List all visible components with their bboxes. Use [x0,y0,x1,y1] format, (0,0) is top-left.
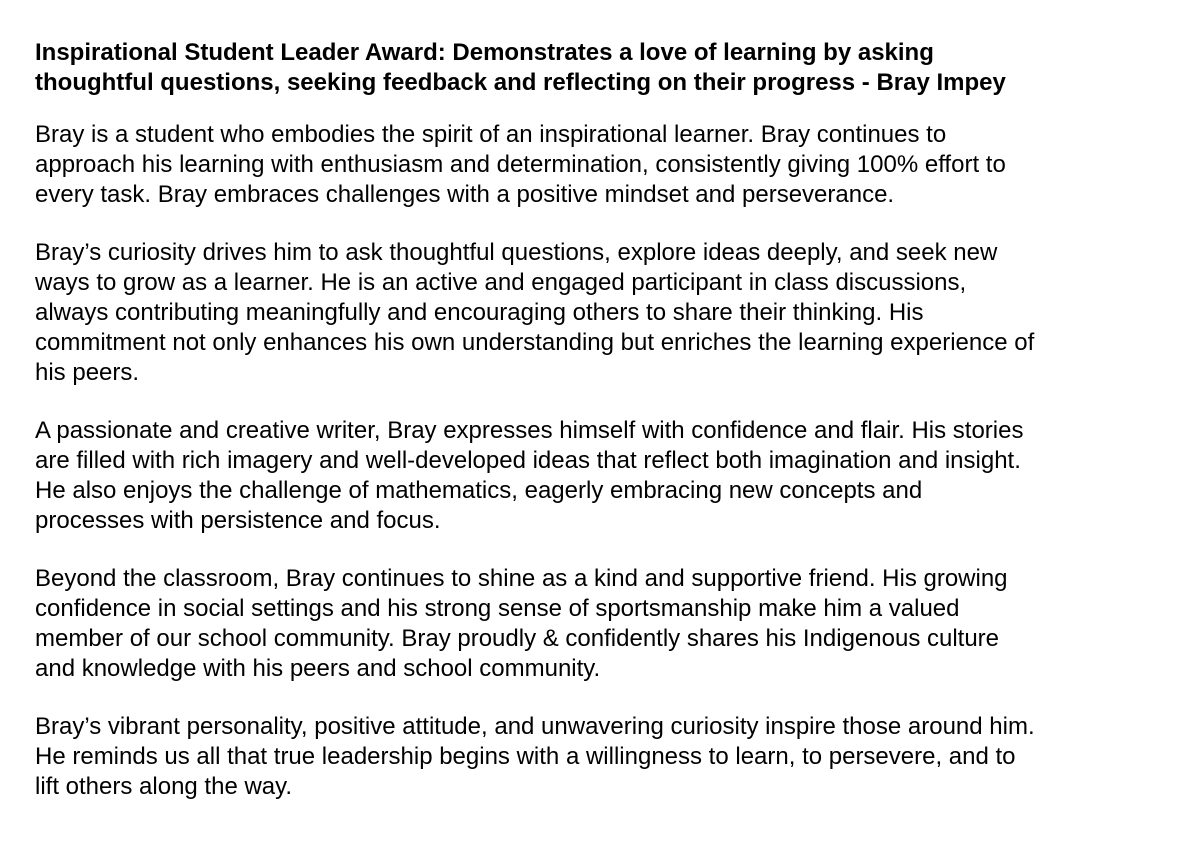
paragraph-line: He also enjoys the challenge of mathematics, eagerly embracing new concepts and [35,477,923,504]
document-page [35,38,1175,830]
paragraph-line: A passionate and creative writer, Bray expresses himself with confidence and flair. His stories [35,417,1024,444]
paragraph-line: commitment not only enhances his own understanding but enriches the learning experience of [35,329,1035,356]
paragraph-line: lift others along the way. [35,773,293,800]
paragraph-introduction [35,120,1175,210]
paragraph-line: always contributing meaningfully and encouraging others to share their thinking. His [35,299,924,326]
paragraph-line: approach his learning with enthusiasm and determination, consistently giving 100% effort to [35,151,1006,178]
paragraph-line: Bray’s vibrant personality, positive attitude, and unwavering curiosity inspire those around him. [35,713,1035,740]
paragraph-curiosity [35,238,1175,388]
award-title [35,38,1175,98]
paragraph-line: ways to grow as a learner. He is an active and engaged participant in class discussions, [35,269,967,296]
paragraph-line: processes with persistence and focus. [35,507,441,534]
title-line: thoughtful questions, seeking feedback and reflecting on their progress - Bray Impey [35,69,1006,96]
paragraph-community [35,564,1175,684]
paragraph-line: every task. Bray embraces challenges with a positive mindset and perseverance. [35,181,895,208]
paragraph-line: are filled with rich imagery and well-developed ideas that reflect both imagination and insight. [35,447,1021,474]
paragraph-line: He reminds us all that true leadership begins with a willingness to learn, to persevere, and to [35,743,1016,770]
paragraph-conclusion [35,712,1175,802]
paragraph-writer [35,416,1175,536]
paragraph-line: member of our school community. Bray proudly & confidently shares his Indigenous culture [35,625,1000,652]
paragraph-line: Bray is a student who embodies the spirit of an inspirational learner. Bray continues to [35,121,947,148]
paragraph-line: Bray’s curiosity drives him to ask thoughtful questions, explore ideas deeply, and seek new [35,239,998,266]
paragraph-line: and knowledge with his peers and school community. [35,655,601,682]
paragraph-line: Beyond the classroom, Bray continues to shine as a kind and supportive friend. His growing [35,565,1008,592]
title-line: Inspirational Student Leader Award: Demonstrates a love of learning by asking [35,39,934,66]
paragraph-line: his peers. [35,359,140,386]
paragraph-line: confidence in social settings and his strong sense of sportsmanship make him a valued [35,595,960,622]
